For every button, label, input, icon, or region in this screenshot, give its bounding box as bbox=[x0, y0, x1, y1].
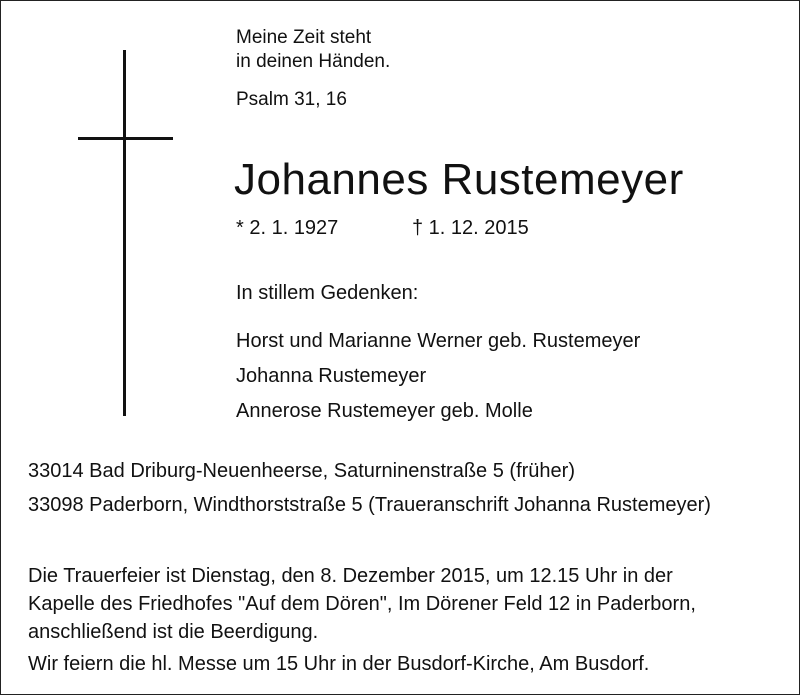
cross-horizontal-bar bbox=[78, 137, 173, 140]
quote-source: Psalm 31, 16 bbox=[236, 89, 347, 110]
ceremony-line-2: Kapelle des Friedhofes "Auf dem Dören", Im Dörener Feld 12 in Paderborn, bbox=[28, 593, 696, 615]
quote-line-2: in deinen Händen. bbox=[236, 51, 391, 72]
mourner-1: Horst und Marianne Werner geb. Rustemeyer bbox=[236, 330, 641, 352]
address-former: 33014 Bad Driburg-Neuenheerse, Saturninenstraße 5 (früher) bbox=[28, 460, 575, 482]
ceremony-line-3: anschließend ist die Beerdigung. bbox=[28, 621, 319, 643]
mass-notice: Wir feiern die hl. Messe um 15 Uhr in der Busdorf-Kirche, Am Busdorf. bbox=[28, 653, 650, 675]
mourner-2: Johanna Rustemeyer bbox=[236, 365, 427, 387]
death-date: † 1. 12. 2015 bbox=[412, 217, 529, 239]
address-current: 33098 Paderborn, Windthorststraße 5 (Traueranschrift Johanna Rustemeyer) bbox=[28, 494, 711, 516]
birth-date: * 2. 1. 1927 bbox=[236, 217, 339, 239]
mourner-3: Annerose Rustemeyer geb. Molle bbox=[236, 400, 533, 422]
cross-vertical-bar bbox=[123, 50, 126, 416]
quote-line-1: Meine Zeit steht bbox=[236, 27, 372, 48]
memorial-heading: In stillem Gedenken: bbox=[236, 282, 419, 304]
deceased-name: Johannes Rustemeyer bbox=[234, 155, 684, 204]
ceremony-line-1: Die Trauerfeier ist Dienstag, den 8. Dezember 2015, um 12.15 Uhr in der bbox=[28, 565, 673, 587]
